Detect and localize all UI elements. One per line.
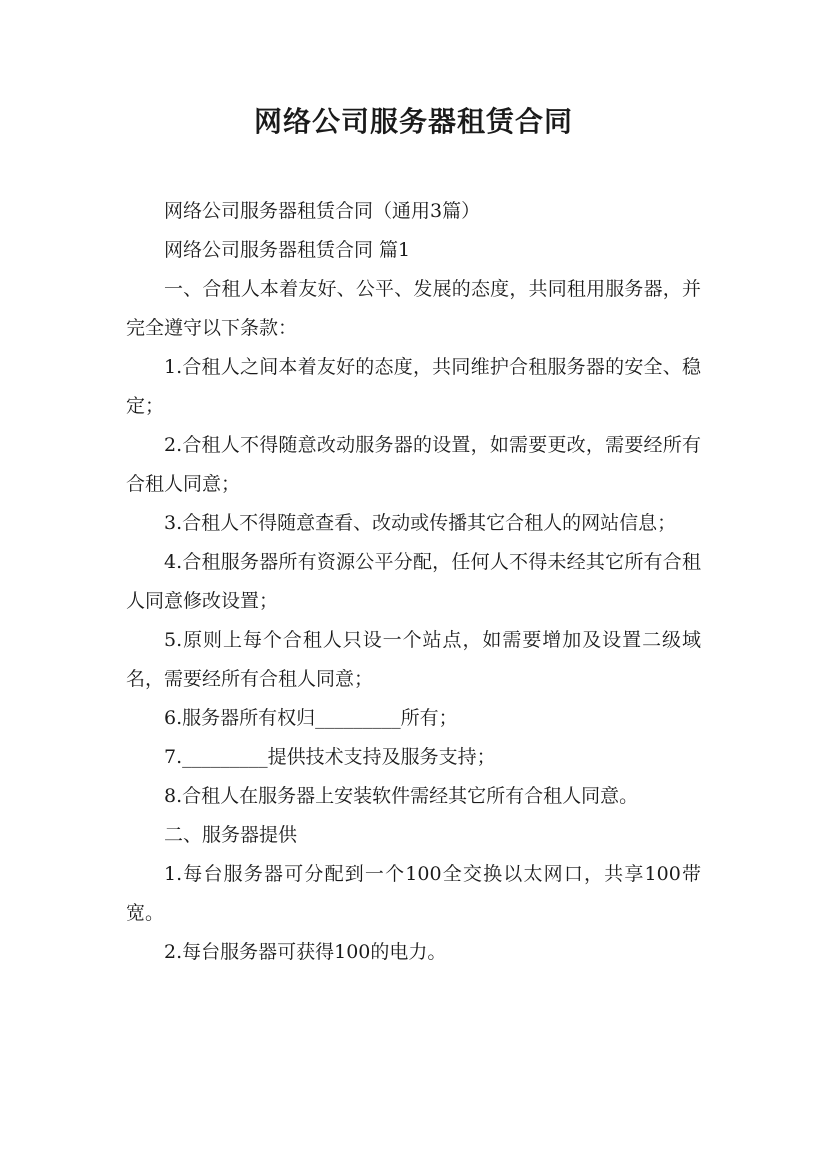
clause-intro: 一、合租人本着友好、公平、发展的态度，共同租用服务器，并完全遵守以下条款： — [126, 278, 701, 339]
clause-item: 1.合租人之间本着友好的态度，共同维护合租服务器的安全、稳定； — [126, 356, 701, 417]
clause-item-support: 7._________提供技术支持及服务支持； — [164, 746, 496, 768]
document-title: 网络公司服务器租赁合同 — [253, 105, 573, 138]
clause-item: 2.合租人不得随意改动服务器的设置，如需要更改，需要经所有合租人同意； — [126, 434, 701, 495]
clause-item: 4.合租服务器所有资源公平分配，任何人不得未经其它所有合租人同意修改设置； — [126, 551, 701, 612]
doc-subtitle: 网络公司服务器租赁合同（通用3篇） — [164, 200, 481, 222]
clause-item-ownership: 6.服务器所有权归_________所有； — [164, 707, 458, 729]
provision-item: 1.每台服务器可分配到一个100全交换以太网口，共享100带宽。 — [126, 863, 701, 924]
provision-item: 2.每台服务器可获得100的电力。 — [164, 941, 447, 963]
clause-item: 3.合租人不得随意查看、改动或传播其它合租人的网站信息； — [164, 512, 677, 534]
clause-item: 5.原则上每个合租人只设一个站点，如需要增加及设置二级域名，需要经所有合租人同意； — [126, 629, 701, 690]
section-heading-server-provision: 二、服务器提供 — [164, 824, 298, 846]
section-heading-part-1: 网络公司服务器租赁合同 篇1 — [164, 239, 411, 261]
clause-item: 8.合租人在服务器上安装软件需经其它所有合租人同意。 — [164, 785, 639, 807]
document-body — [126, 192, 701, 972]
